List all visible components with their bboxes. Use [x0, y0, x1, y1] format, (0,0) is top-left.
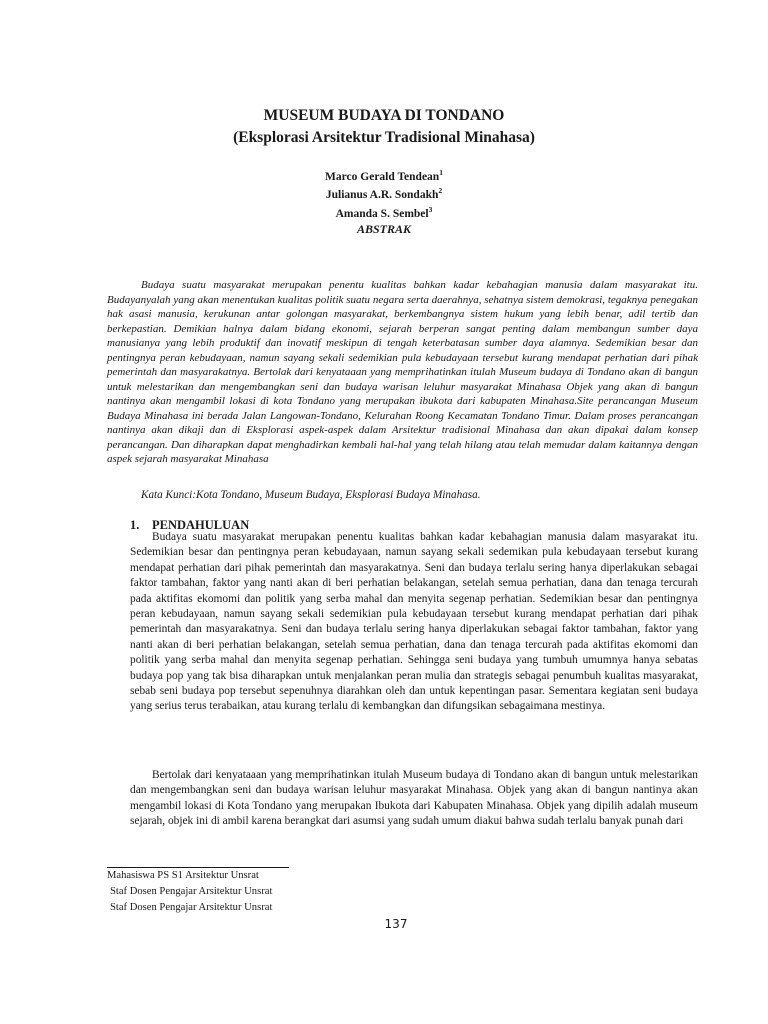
section-number: 1. [130, 518, 140, 532]
footnote-3: Staf Dosen Pengajar Arsitektur Unsrat [110, 902, 273, 913]
author-mark: 1 [439, 168, 443, 177]
paper-subtitle: (Eksplorasi Arsitektur Tradisional Minahasa) [233, 129, 535, 146]
body-paragraph-1: Budaya suatu masyarakat merupakan penentu kualitas bahkan kadar kebahagian manusia dalam masyarakat itu. Sedemikian besar dan pentingnya peran kebudayaan, namun sayang sekali sedemikan pula kebudayaan tersebut kurang mendapat perhatian dari pihak pemerintah dan masyarakatnya. Seni dan budaya terlalu sering hanya diperlakukan sebagai faktor tambahan, faktor yang nanti akan di beri perhatian belakangan, setelah semua perhatian, dana dan tenaga tercurah pada aktifitas ekomomi dan politik yang serba mahal dan menyita segenap perhatian. Sedemikian besar dan pentingnya peran kebudayaan, namun sayang sekali sedemikian pula kebudayaan tersebut kurang mendapat perhatian dari pihak pemerintah dan masyarakatnya. Seni dan budaya terlalu sering hanya diperlakukan sebagai faktor tambahan, faktor yang nanti akan di beri perhatian belakangan, setelah semua perhatian, dana dan tenaga tercurah pada aktifitas ekomomi dan politik yang serba mahal dan menyita segenap perhatian. Sehingga seni budaya yang tumbuh umumnya hanya sebatas budaya pop yang tak bisa diharapkan untuk menjalankan peran mulia dan strategis sebagai penumbuh kualitas masyarakat, sebab seni budaya pop tersebut sepenuhnya diarahkan oleh dan untuk kepentingan pasar. Sementara kegiatan seni budaya yang serius terus terabaikan, atau kurang terlalu di kembangkan dan difungsikan sebagaimana mestinya. [130, 531, 698, 713]
page-number: 137 [384, 917, 408, 931]
author-name: Julianus A.R. Sondakh [325, 189, 439, 202]
author-2 [0, 184, 768, 202]
paper-title: MUSEUM BUDAYA DI TONDANO [263, 107, 505, 124]
footnotes [107, 868, 507, 916]
section-title: PENDAHULUAN [152, 518, 250, 532]
abstract-text: Budaya suatu masyarakat merupakan penentu kualitas bahkan kadar kebahagian manusia dalam masyarakat itu. Budayanyalah yang akan menentukan kualitas politik suatu negara serta daerahnya, sehatnya sistem demokrasi, tegaknya penegakan hak asasi manusia, kerukunan antar golongan masyarakat, berkembangnya sistem hukum yang lebih benar, adil tertib dan berkepastian. Demikian halnya dalam bidang ekonomi, sejarah berperan sangat penting dalam membangun sumber daya manusianya yang lebih produktif dan inovatif meskipun di tengah keterbatasan sumber daya alamnya. Sedemikian besar dan pentingnya peran kebudayaan, namun sayang sekali sedemikian pula kebudayaan tersebut kurang mendapat perhatian dari pihak pemerintah dan masyarakatnya. Bertolak dari kenyataaan yang memprihatinkan itulah Museum budaya di Tondano akan di bangun untuk melestarikan dan mengembangkan seni dan budaya warisan leluhur masyarakat Minahasa Objek yang akan di bangun nantinya akan mengambil lokasi di kota Tondano yang merupakan ibukota dari kabupaten Minahasa.Site perancangan Museum Budaya Minahasa ini berada Jalan Langowan-Tondano, Kelurahan Roong Kecamatan Tondano Timur. Dalam proses perancangan nantinya akan dikaji dan di Eksplorasi aspek-aspek dalam Arsitektur tradisional Minahasa dan akan dipakai dalam konsep perancangan. Dan diharapkan dapat menghadirkan kembali hal-hal yang telah hilang atau telah memudar dalam kaitannya dengan aspek sejarah masyarakat Minahasa [107, 279, 698, 465]
body-paragraph-2: Bertolak dari kenyataaan yang memprihatinkan itulah Museum budaya di Tondano akan di bangun untuk melestarikan dan mengembangkan seni dan budaya warisan leluhur masyarakat Minahasa. Objek yang akan di bangun nantinya akan mengambil lokasi di Kota Tondano yang merupakan Ibukota dari Kabupaten Minahasa. Objek yang dipilih adalah museum sejarah, objek ini di ambil karena berangkat dari asumsi yang sudah umum diakui bahwa sudah terlalu banyak punah dari [130, 769, 698, 828]
author-mark: 3 [428, 204, 433, 214]
author-list [0, 166, 768, 221]
abstract-heading: ABSTRAK [356, 222, 412, 236]
footnote-2: Staf Dosen Pengajar Arsitektur Unsrat [110, 886, 273, 897]
author-name: Marco Gerald Tendean [325, 170, 440, 183]
keywords: Kata Kunci:Kota Tondano, Museum Budaya, Eksplorasi Budaya Minahasa. [141, 489, 481, 501]
author-3 [0, 203, 768, 221]
author-1 [0, 166, 768, 184]
author-mark: 2 [438, 186, 443, 196]
footnote-1: Mahasiswa PS S1 Arsitektur Unsrat [107, 870, 259, 881]
author-name: Amanda S. Sembel [335, 207, 429, 220]
